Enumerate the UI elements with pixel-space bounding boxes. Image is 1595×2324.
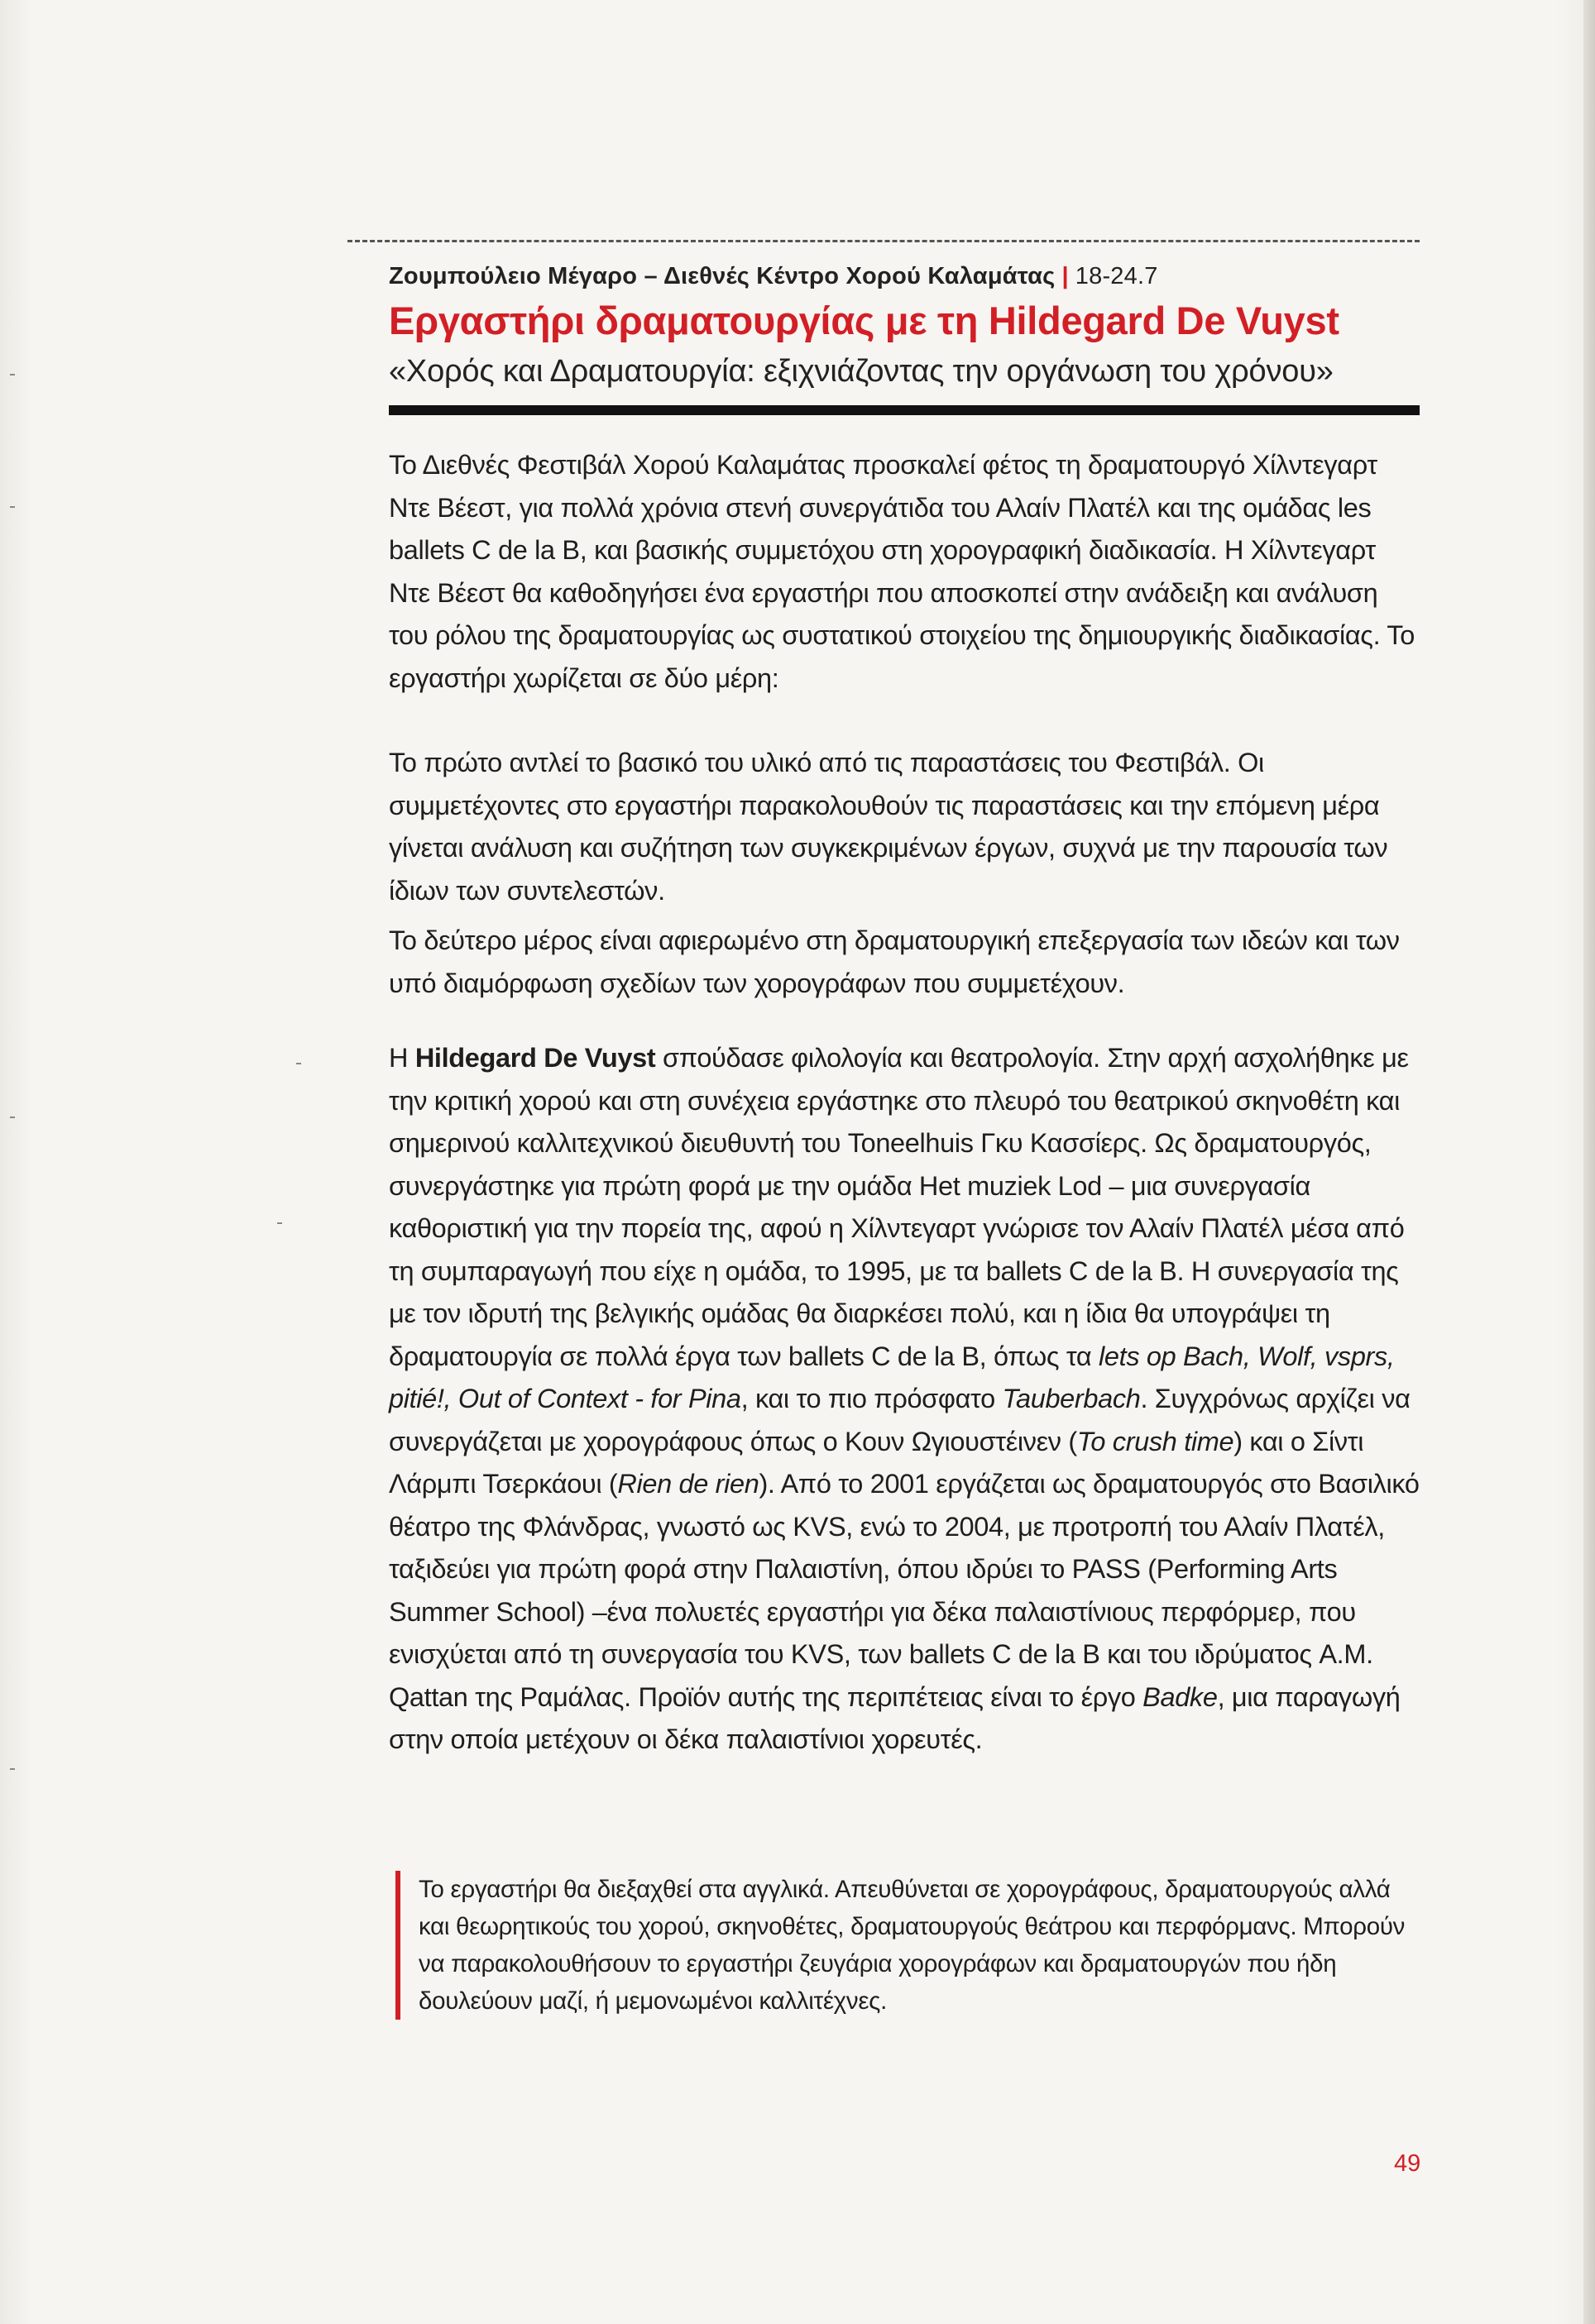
page-title: Εργαστήρι δραματουργίας με τη Hildegard De Vuyst xyxy=(389,299,1339,342)
bio-text-3: . Συγχρόνως αρχίζει να συνεργάζεται με χορογράφους όπως ο Κουν Ωγιουστέινεν ( xyxy=(389,1384,1411,1456)
margin-mark xyxy=(10,1117,15,1118)
event-dates: 18-24.7 xyxy=(1075,263,1158,289)
bio-text-6: , μια παραγωγή στην οποία μετέχουν οι δέκα παλαιστίνιοι χορευτές. xyxy=(389,1681,1401,1754)
margin-mark xyxy=(277,1222,282,1224)
bio-works-list: lets op Bach, Wolf, vsprs, pitié!, Out of Context - for Pina xyxy=(389,1341,1395,1413)
biography-text xyxy=(389,1037,1423,1762)
intro-text: Το Διεθνές Φεστιβάλ Χορού Καλαμάτας προσκαλεί φέτος τη δραματουργό Χίλντεγαρτ Ντε Βέεστ, για πολλά χρόνια στενή συνεργάτιδα του Αλαίν Πλατέλ και της ομάδας les ballets C de la B, και βασικής συμμετόχου στη χορογραφική διαδικασία. Η Χίλντεγαρτ Ντε Βέεστ θα καθοδηγήσει ένα εργαστήρι που αποσκοπεί στην ανάδειξη και ανάλυση του ρόλου της δραματουργίας ως συστατικού στοιχείου της δημιουργικής διαδικασίας. Το εργαστήρι χωρίζεται σε δύο μέρη: xyxy=(389,450,1415,693)
bio-work-tauberbach: Tauberbach xyxy=(1002,1384,1141,1413)
bio-work-badke: Badke xyxy=(1142,1681,1218,1712)
intro-paragraph xyxy=(389,444,1423,700)
margin-mark xyxy=(10,374,15,375)
bio-lead: Η xyxy=(389,1043,415,1073)
venue-name: Ζουμπούλειο Μέγαρο – Διεθνές Κέντρο Χορού Καλαμάτας xyxy=(389,263,1056,289)
scan-edge xyxy=(1583,0,1595,2324)
part1-paragraph xyxy=(389,742,1423,912)
bio-text-2: , και το πιο πρόσφατο xyxy=(740,1384,1003,1413)
margin-mark xyxy=(10,506,15,508)
bio-text-4: ) και ο Σίντι Λάρμπι Τσερκάουι ( xyxy=(389,1426,1364,1499)
bio-text-1: σπούδασε φιλολογία και θεατρολογία. Στην αρχή ασχολήθηκε με την κριτική χορού και στη συνέχεια εργάστηκε στο πλευρό του θεατρικού σκηνοθέτη και σημερινού καλλιτεχνικού διευθυντή του Toneelhuis Γκυ Κασσίερς. Ως δραματουργός, συνεργάστηκε για πρώτη φορά με την ομάδα Het muziek Lod – μια συνεργασία καθοριστική για την πορεία της, αφού η Χίλντεγαρτ γνώρισε τον Αλαίν Πλατέλ μέσα από τη συμπαραγωγή που είχε η ομάδα, το 1995, με τα ballets C de la B. Η συνεργασία της με τον ιδρυτή της βελγικής ομάδας θα διαρκέσει πολύ, και η ίδια θα υπογράψει τη δραματουργία σε πολλά έργα των ballets C de la B, όπως τα xyxy=(389,1043,1409,1371)
part2-text: Το δεύτερο μέρος είναι αφιερωμένο στη δραματουργική επεξεργασία των ιδεών και των υπό διαμόρφωση σχεδίων των χορογράφων που συμμετέχουν. xyxy=(389,925,1400,998)
part2-paragraph xyxy=(389,920,1423,1005)
bio-text-5: ). Από το 2001 εργάζεται ως δραματουργός στο Βασιλικό θέατρο της Φλάνδρας, γνωστό ως KVS, ενώ το 2004, με προτροπή του Αλαίν Πλατέλ, ταξιδεύει για πρώτη φορά στην Παλαιστίνη, όπου ιδρύει το PASS (Performing Arts Summer School) –ένα πολυετές εργαστήρι για δέκα παλαιστίνιους περφόρμερ, που ενισχύεται από τη συνεργασία του KVS, των ballets C de la B και του ιδρύματος A.M. Qattan της Ραμάλας. Προϊόν αυτής της περιπέτειας είναι το έργο xyxy=(389,1469,1420,1712)
margin-mark xyxy=(296,1063,301,1064)
page-number: 49 xyxy=(1394,2150,1421,2177)
title-rule xyxy=(389,405,1420,415)
event-location-header xyxy=(389,263,1158,290)
dashed-rule xyxy=(347,240,1420,242)
margin-mark xyxy=(10,1768,15,1770)
part1-text: Το πρώτο αντλεί το βασικό του υλικό από τις παραστάσεις του Φεστιβάλ. Οι συμμετέχοντες στο εργαστήρι παρακολουθούν τις παραστάσεις και την επόμενη μέρα γίνεται ανάλυση και συζήτηση των συγκεκριμένων έργων, συχνά με την παρουσία των ίδιων των συντελεστών. xyxy=(389,748,1388,906)
bio-work-rien-de-rien: Rien de rien xyxy=(617,1469,759,1499)
bio-work-to-crush-time: To crush time xyxy=(1076,1426,1234,1456)
language-notice xyxy=(395,1871,1411,2020)
page-subtitle: «Χορός και Δραματουργία: εξιχνιάζοντας την οργάνωση του χρόνου» xyxy=(389,354,1334,389)
notice-text: Το εργαστήρι θα διεξαχθεί στα αγγλικά. Απευθύνεται σε χορογράφους, δραματουργούς αλλά και θεωρητικούς του χορού, σκηνοθέτες, δραματουργούς θεάτρου και περφόρμανς. Μπορούν να παρακολουθήσουν το εργαστήρι ζευγάρια χορογράφων και δραματουργών που ήδη δουλεύουν μαζί, ή μεμονωμένοι καλλιτέχνες. xyxy=(419,1876,1406,2015)
biography-paragraph xyxy=(389,1037,1423,1762)
header-separator: | xyxy=(1061,263,1069,289)
bio-name: Hildegard De Vuyst xyxy=(414,1043,656,1073)
